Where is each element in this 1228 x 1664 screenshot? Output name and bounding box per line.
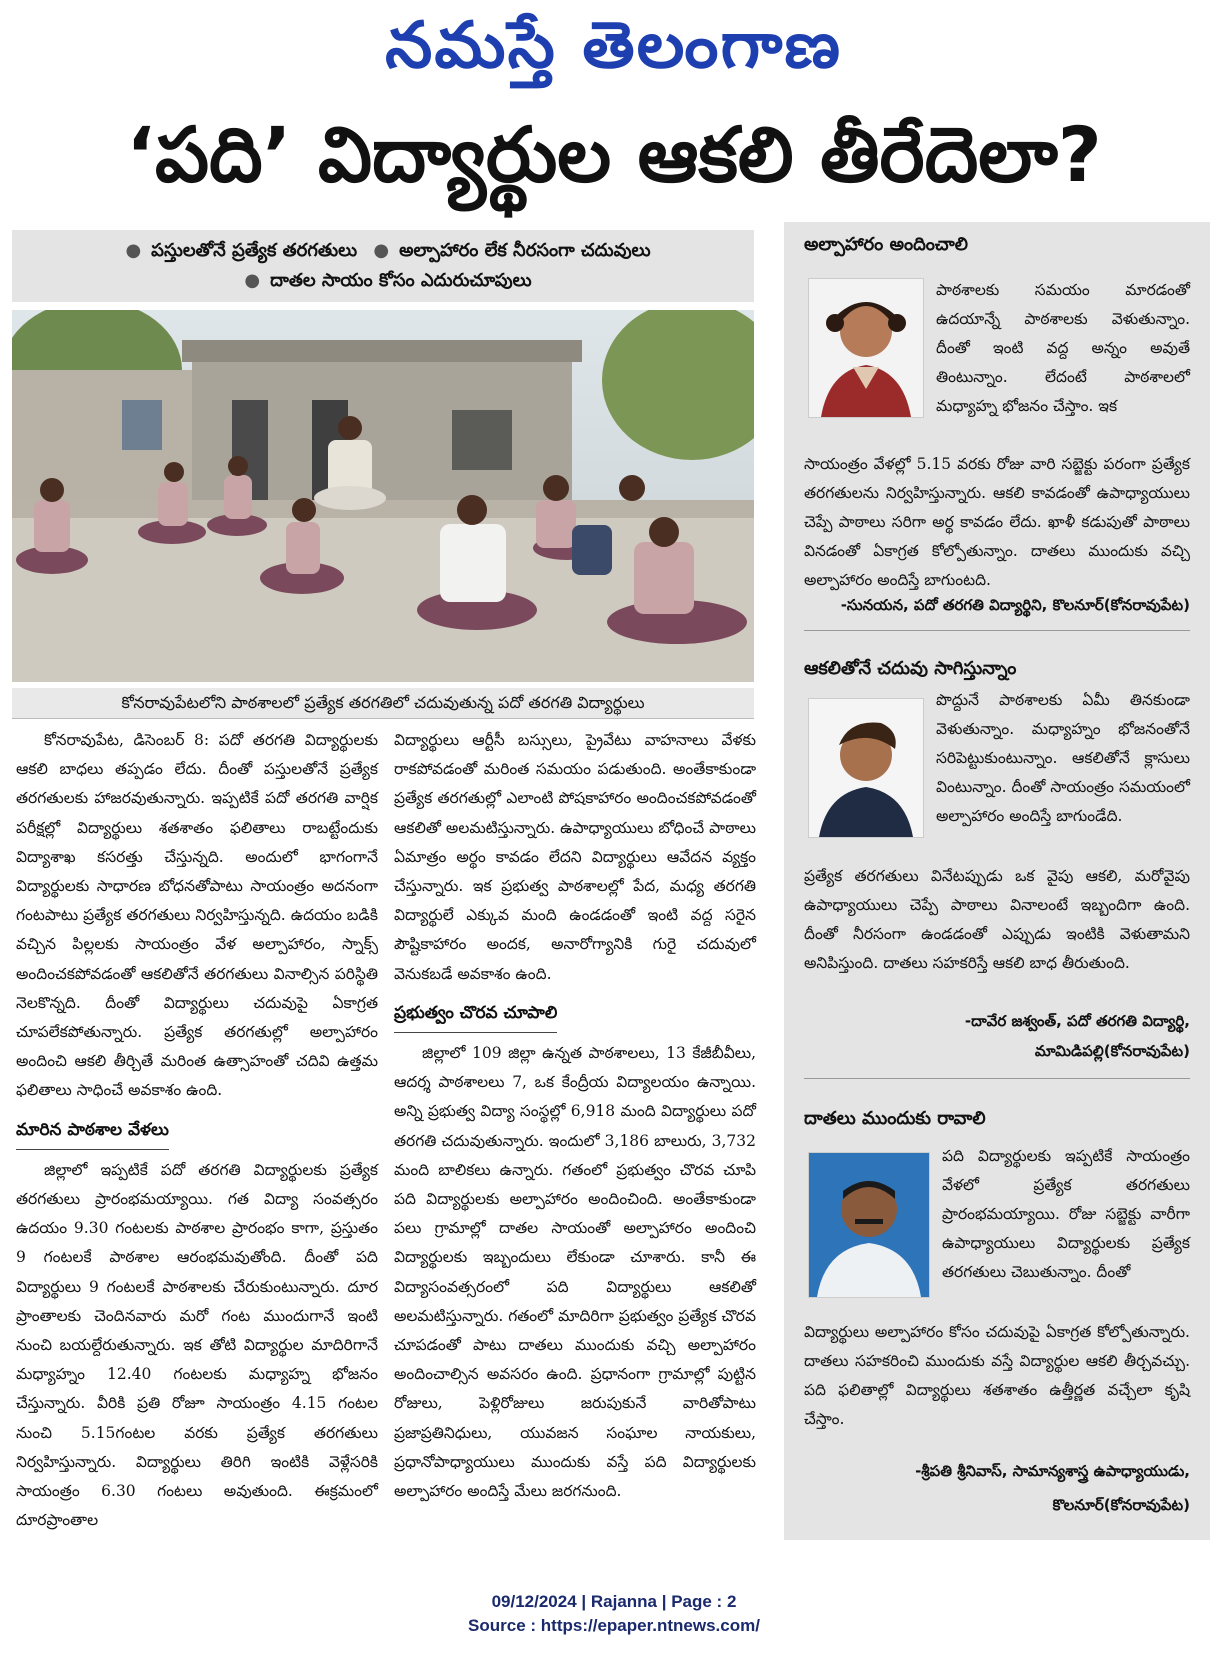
- sidebar-signature-3a: -శ్రీపతి శ్రీనివాస్, సామాన్యశాస్త్ర ఉపాధ్యాయుడు,: [915, 1462, 1190, 1480]
- article-paragraph: జిల్లాలో ఇప్పటికే పదో తరగతి విద్యార్థులకు ప్రత్యేక తరగతులు ప్రారంభమయ్యాయి. గత విద్యా సంవత్సరం ఉదయం 9.30 గంటలకు పాఠశాల ప్రారంభం కాగా, ప్రస్తుతం 9 గంటలకే పాఠశాల ఆరంభమవుతోంది. దీంతో పది విద్యార్థులు 9 గంటలకే పాఠశాలకు చేరుకుంటున్నారు. దూర ప్రాంతాలకు చెందినవారు మరో గంట ముందుగానే ఇంటి నుంచి బయల్దేరుతున్నారు. ఇక తోటి విద్యార్థుల మాదిరిగానే మధ్యాహ్నం 12.40 గంటలకు మధ్యాహ్న భోజనం చేస్తున్నారు. వీరికి ప్రతి రోజూ సాయంత్రం 4.15 గంటల నుంచి 5.15గంటల వరకు ప్రత్యేక తరగతులు నిర్వహిస్తున్నారు. విద్యార్థులు తిరిగి ఇంటికి వెళ్లేసరికి సాయంత్రం 6.30 గంటలు అవుతుంది. ఈక్రమంలో దూరప్రాంతాల: [16, 1160, 378, 1530]
- article-paragraph: జిల్లాలో 109 జిల్లా ఉన్నత పాఠశాలలు, 13 కేజీబీవీలు, ఆదర్శ పాఠశాలలు 7, ఒక కేంద్రీయ విద్యాలయం ఉన్నాయి. అన్ని ప్రభుత్వ విద్యా సంస్థల్లో 6,918 మంది విద్యార్థులు పదో తరగతి చదువుతున్నారు. ఇందులో 3,186 బాలురు, 3,732 మంది బాలికలు ఉన్నారు. గతంలో ప్రభుత్వం చొరవ చూపి పది విద్యార్థులకు అల్పాహారం అందించింది. అంతేకాకుండా పలు గ్రామాల్లో దాతల సాయంతో అల్పాహారం అందించి విద్యార్థులకు ఇబ్బందులు లేకుండా చూశారు. కానీ ఈ విద్యాసంవత్సరంలో పది విద్యార్థులు ఆకలితో అలమటిస్తున్నారు. గతంలో మాదిరిగా ప్రభుత్వం ప్రత్యేక చొరవ చూపడంతో పాటు దాతలు ముందుకు వచ్చి అల్పాహారం అందించాల్సిన అవసరం ఉంది. ప్రధానంగా గ్రామాల్లో పుట్టిన రోజులు, పెళ్లిరోజులు జరుపుకునే వారితోపాటు ప్రజాప్రతినిధులు, యువజన సంఘాల నాయకులు, ప్రధానోపాధ్యాయులు ముందుకు వస్తే పది విద్యార్థులకు అల్పాహారం అందిస్తే మేలు జరగనుంది.: [394, 1044, 756, 1501]
- article-paragraph: కోనరావుపేట, డిసెంబర్ 8: పదో తరగతి విద్యార్థులకు ఆకలి బాధలు తప్పడం లేదు. దీంతో పస్తులతోనే ప్రత్యేక తరగతులకు హాజరవుతున్నారు. ఇప్పటికే పదో తరగతి వార్షిక పరీక్షల్లో విద్యార్థులు శతశాతం ఫలితాలు రాబట్టేందుకు విద్యాశాఖ కసరత్తు చేస్తున్నది. అందులో భాగంగానే విద్యార్థులకు సాధారణ బోధనతోపాటు సాయంత్రం అదనంగా గంటపాటు ప్రత్యేక తరగతులు నిర్వహిస్తున్నది. ఉదయం బడికి వచ్చిన పిల్లలకు సాయంత్రం వేళ అల్పాహారం, స్నాక్స్ అందించకపోవడంతో ఆకలితోనే తరగతులు వినాల్సిన పరిస్థితి నెలకొన్నది. దీంతో విద్యార్థులు చదువుపై ఏకాగ్రత చూపలేకపోతున్నారు. ప్రత్యేక తరగతుల్లో అల్పాహారం అందించి ఆకలి తీర్చితే మరింత ఉత్సాహంతో చదివి ఉత్తమ ఫలితాలు సాధించే అవకాశం ఉంది.: [16, 731, 378, 1100]
- bullet-icon: ●: [373, 240, 390, 261]
- student-portrait-1: [808, 278, 924, 418]
- bullet-icon: ●: [125, 240, 142, 261]
- masthead-title: నమస్తే తెలంగాణ: [385, 8, 843, 83]
- page-footer: [0, 1590, 1228, 1638]
- subhead-1: పస్తులతోనే ప్రత్యేక తరగతులు: [151, 240, 358, 261]
- sidebar-signature-2a: -దావేర జశ్వంత్, పదో తరగతి విద్యార్థి,: [964, 1012, 1190, 1030]
- sidebar-signature-3b: కొలనూర్(కోనరావుపేట): [1052, 1496, 1190, 1514]
- sidebar-heading-2: ఆకలితోనే చదువు సాగిస్తున్నాం: [804, 658, 1017, 679]
- article-column-2: [394, 726, 756, 1506]
- section-heading: మారిన పాఠశాల వేళలు: [16, 1116, 169, 1150]
- quotes-sidebar: [784, 222, 1210, 1540]
- subhead-3: దాతల సాయం కోసం ఎదురుచూపులు: [270, 270, 532, 291]
- sidebar-signature-2b: మామిడిపల్లి(కోనరావుపేట): [1034, 1042, 1190, 1060]
- divider: [804, 630, 1190, 631]
- sidebar-signature-1: -సునయన, పదో తరగతి విద్యార్థిని, కొలనూర్(కోనరావుపేట): [840, 596, 1190, 614]
- subhead-row-2: [12, 266, 754, 296]
- sidebar-heading-1: అల్పాహారం అందించాలి: [804, 234, 968, 255]
- sidebar-quote-3-bottom: విద్యార్థులు అల్పాహారం కోసం చదువుపై ఏకాగ్రత కోల్పోతున్నారు. దాతలు సహకరించి ముందుకు వస్తే విద్యార్థుల ఆకలి తీర్చవచ్చు. పది ఫలితాల్లో విద్యార్థులు శతశాతం ఉత్తీర్ణత వచ్చేలా కృషి చేస్తాం.: [804, 1323, 1190, 1428]
- photo-caption: కోనరావుపేటలోని పాఠశాలలో ప్రత్యేక తరగతిలో చదువుతున్న పదో తరగతి విద్యార్థులు: [12, 688, 754, 719]
- sidebar-quote-1-bottom: సాయంత్రం వేళల్లో 5.15 వరకు రోజు వారి సబ్జెక్టు పరంగా ప్రత్యేక తరగతులను నిర్వహిస్తున్నారు. ఆకలి కావడంతో ఉపాధ్యాయులు చెప్పే పాఠాలు సరిగా అర్థ కావడం లేదు. ఖాళీ కడుపుతో పాఠాలు వినడంతో ఏకాగ్రత కోల్పోతున్నాం. దాతలు ముందుకు వచ్చి అల్పాహారం అందిస్తే బాగుంటది.: [804, 455, 1190, 589]
- sidebar-quote-2-top: పొద్దునే పాఠశాలకు ఏమీ తినకుండా వెళుతున్నాం. మధ్యాహ్నం భోజనంతోనే సరిపెట్టుకుంటున్నాం. ఆకలితోనే క్లాసులు వింటున్నాం. దీంతో సాయంత్రం సమయంలో అల్పాహారం అందిస్తే బాగుండేది.: [936, 691, 1190, 825]
- sidebar-quote-1-top: పాఠశాలకు సమయం మారడంతో ఉదయాన్నే పాఠశాలకు వెళుతున్నాం. దీంతో ఇంటి వద్ద అన్నం అవుతే తింటున్నాం. లేదంటే పాఠశాలలో మధ్యాహ్న భోజనం చేస్తాం. ఇక: [936, 281, 1190, 415]
- sidebar-quote-2-bottom: ప్రత్యేక తరగతులు వినేటప్పుడు ఒక వైపు ఆకలి, మరోవైపు ఉపాధ్యాయులు చెప్పే పాఠాలు వినాలంటే ఇబ్బందిగా ఉంది. దీంతో నీరసంగా ఉండడంతో ఎప్పుడు ఇంటికి వెళుతామని అనిపిస్తుంది. దాతలు సహకరిస్తే ఆకలి బాధ తీరుతుంది.: [804, 867, 1190, 972]
- sidebar-heading-3: దాతలు ముందుకు రావాలి: [804, 1108, 986, 1129]
- student-portrait-2: [808, 698, 924, 838]
- headline: ‘పది’ విద్యార్థుల ఆకలి తీరేదెలా?: [126, 110, 1102, 199]
- masthead-logo: [0, 0, 1228, 92]
- footer-source-link[interactable]: Source : https://epaper.ntnews.com/: [468, 1616, 760, 1635]
- article-column-1: [16, 726, 378, 1535]
- footer-date-edition: 09/12/2024 | Rajanna | Page : 2: [491, 1592, 737, 1611]
- subheads-box: [12, 230, 754, 302]
- sidebar-quote-3-top: పది విద్యార్థులకు ఇప్పటికే సాయంత్రం వేళలో ప్రత్యేక తరగతులు ప్రారంభమయ్యాయి. రోజు సబ్జెక్టు వారీగా ఉపాధ్యాయులు విద్యార్థులకు ప్రత్యేక తరగతులు చెబుతున్నాం. దీంతో: [942, 1147, 1190, 1281]
- article-paragraph: విద్యార్థులు ఆర్టీసీ బస్సులు, ప్రైవేటు వాహనాలు వేళకు రాకపోవడంతో మరింత సమయం పడుతుంది. అంతేకాకుండా ప్రత్యేక తరగతుల్లో ఎలాంటి పోషకాహారం అందించకపోవడంతో ఆకలితో అలమటిస్తున్నారు. ఉపాధ్యాయులు బోధించే పాఠాలు ఏమాత్రం అర్థం కావడం లేదని విద్యార్థులు ఆవేదన వ్యక్తం చేస్తున్నారు. ఇక ప్రభుత్వ పాఠశాలల్లో పేద, మధ్య తరగతి విద్యార్థులే ఎక్కువ మంది ఉండడంతో ఇంటి వద్ద సరైన పౌష్టికాహారం అందక, అనారోగ్యానికి గురై చదువులో వెనుకబడే అవకాశం ఉంది.: [394, 731, 756, 983]
- subhead-2: అల్పాహారం లేక నీరసంగా చదువులు: [399, 240, 651, 261]
- teacher-portrait: [808, 1152, 930, 1298]
- subhead-row-1: [12, 236, 754, 266]
- bullet-icon: ●: [244, 270, 261, 291]
- section-heading: ప్రభుత్వం చొరవ చూపాలి: [394, 999, 557, 1033]
- divider: [804, 1078, 1190, 1079]
- students-photo: [12, 310, 754, 682]
